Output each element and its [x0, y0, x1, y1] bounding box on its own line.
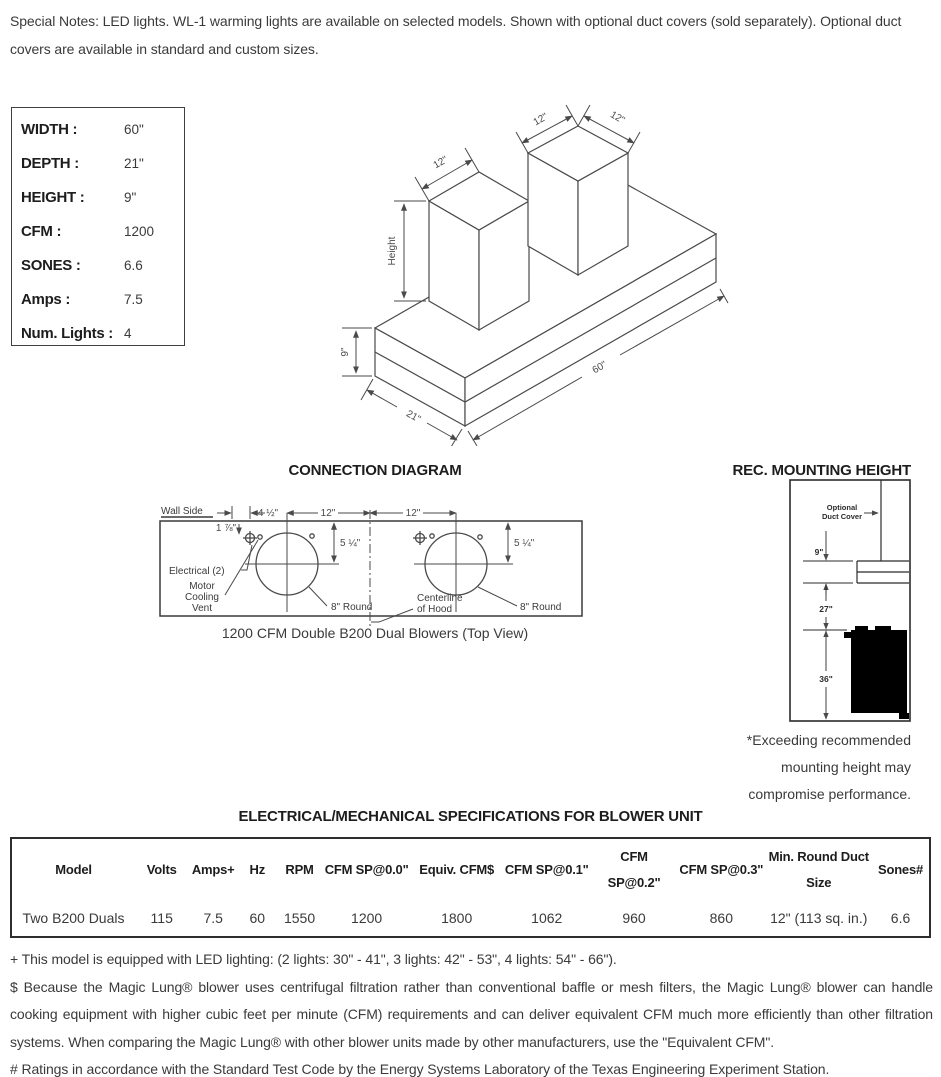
svg-text:Cooling: Cooling — [185, 592, 219, 603]
spec-row-height — [21, 180, 184, 214]
mounting-dim-27: 27" — [819, 604, 833, 614]
spec-label: Num. Lights : — [21, 324, 113, 342]
spec-label: SONES : — [21, 256, 81, 274]
svg-text:of Hood: of Hood — [417, 604, 453, 615]
spec-row-cfm — [21, 214, 184, 248]
cell-hz: 60 — [249, 910, 266, 926]
dim-4-12: 4 ½" — [257, 508, 279, 519]
iso-dim-9: 9" — [340, 347, 351, 357]
col-cfm-01: CFM SP@0.1" — [504, 861, 589, 877]
dim-12-left: 12" — [320, 508, 336, 519]
connection-diagram — [155, 494, 595, 632]
col-sones: Sones# — [877, 861, 924, 877]
spec-summary-box — [11, 107, 185, 346]
col-cfm-03: CFM SP@0.3" — [679, 861, 764, 877]
round-duct-label-left: 8" Round — [331, 602, 373, 613]
cell-cfm-02: 960 — [622, 910, 646, 926]
wall-side-label: Wall Side — [161, 506, 203, 517]
footnote-plus: + This model is equipped with LED lighting: (2 lights: 30" - 41", 3 lights: 42" - 53", 4 lights: 54" - 66"). — [10, 951, 617, 967]
cell-volts: 115 — [150, 910, 173, 926]
mounting-dim-36: 36" — [819, 674, 833, 684]
spec-value: 6.6 — [124, 257, 143, 273]
col-duct-size: Min. Round Duct Size — [768, 848, 869, 890]
dim-5-14-left: 5 ¼" — [340, 538, 361, 549]
warning-line-3: compromise performance. — [748, 786, 911, 802]
spec-value: 9" — [124, 189, 137, 205]
mounting-dim-9: 9" — [814, 547, 824, 557]
connection-diagram-title: CONNECTION DIAGRAM — [288, 462, 462, 479]
blower-table-wrap — [10, 837, 931, 938]
dim-1-78: 1 ⅞" — [215, 523, 237, 534]
iso-dim-height: Height — [387, 236, 398, 266]
cell-cfm-03: 860 — [709, 910, 733, 926]
spec-row-lights — [21, 316, 184, 350]
cell-duct-size: 12" (113 sq. in.) — [770, 910, 868, 926]
dim-5-14-right: 5 ¼" — [514, 538, 535, 549]
warning-line-2: mounting height may — [781, 759, 911, 775]
spec-value: 1200 — [124, 223, 155, 239]
isometric-hood-drawing — [330, 90, 750, 446]
iso-dim-21: 21" — [404, 408, 423, 426]
electrical-label: Electrical (2) — [169, 566, 225, 577]
spec-row-depth — [21, 146, 184, 180]
range-silhouette — [844, 626, 909, 719]
mounting-height-diagram — [789, 479, 911, 722]
optional-duct-cover-label: Optional — [826, 503, 858, 512]
spec-label: HEIGHT : — [21, 188, 85, 206]
spec-value: 21" — [124, 155, 144, 171]
spec-label: WIDTH : — [21, 120, 78, 138]
table-header-row — [11, 838, 930, 900]
dim-12-right: 12" — [405, 508, 421, 519]
cell-rpm: 1550 — [283, 910, 316, 926]
col-hz: Hz — [249, 861, 266, 877]
mounting-height-title: REC. MOUNTING HEIGHT — [732, 462, 911, 479]
spec-label: Amps : — [21, 290, 71, 308]
spec-row-sones — [21, 248, 184, 282]
table-data-row — [11, 900, 930, 937]
cell-sones: 6.6 — [890, 910, 911, 926]
cell-model: Two B200 Duals — [22, 910, 125, 926]
cell-equiv-cfm: 1800 — [441, 910, 473, 926]
round-duct-label-right: 8" Round — [520, 602, 562, 613]
col-volts: Volts — [146, 861, 177, 877]
col-equiv-cfm: Equiv. CFM$ — [419, 861, 495, 877]
spec-label: CFM : — [21, 222, 62, 240]
iso-dim-12-right-2: 12" — [608, 109, 627, 127]
col-cfm-02: CFM SP@0.2" — [607, 848, 661, 890]
col-rpm: RPM — [285, 861, 314, 877]
blower-table-title: ELECTRICAL/MECHANICAL SPECIFICATIONS FOR BLOWER UNIT — [238, 808, 703, 825]
special-notes-text: Special Notes: LED lights. WL-1 warming lights are available on selected models. Shown with optional duct covers (sold separately). Optional duct covers are available in standard and custom sizes. — [10, 13, 902, 57]
warning-line-1: *Exceeding recommended — [746, 732, 911, 748]
iso-dim-60: 60" — [590, 359, 609, 377]
col-model: Model — [55, 861, 92, 877]
col-amps: Amps+ — [191, 861, 235, 877]
centerline-label: Centerline — [417, 593, 463, 604]
spec-label: DEPTH : — [21, 154, 79, 172]
iso-dim-12-left: 12" — [431, 154, 450, 172]
footnote-hash: # Ratings in accordance with the Standard Test Code by the Energy Systems Laboratory of the Texas Engineering Experiment Station. — [10, 1061, 830, 1077]
svg-text:Vent: Vent — [191, 603, 213, 614]
spec-row-amps — [21, 282, 184, 316]
blower-spec-table — [10, 837, 931, 938]
cell-cfm-00: 1200 — [351, 910, 383, 926]
motor-cooling-vent-label: Motor — [189, 581, 215, 592]
spec-value: 60" — [124, 121, 144, 137]
svg-text:Duct Cover: Duct Cover — [821, 512, 863, 521]
mounting-warning-text — [650, 727, 911, 808]
iso-dim-12-right-1: 12" — [531, 111, 550, 129]
col-cfm-00: CFM SP@0.0" — [324, 861, 409, 877]
hood-body-outline — [375, 126, 716, 426]
spec-row-width — [21, 112, 184, 146]
connection-diagram-caption: 1200 CFM Double B200 Dual Blowers (Top View) — [221, 625, 529, 641]
cell-cfm-01: 1062 — [531, 910, 563, 926]
spec-value: 4 — [124, 325, 132, 341]
spec-value: 7.5 — [124, 291, 143, 307]
cell-amps: 7.5 — [203, 910, 223, 926]
footnotes-section — [10, 946, 933, 1077]
footnote-dollar: $ Because the Magic Lung® blower uses centrifugal filtration rather than conventional baffle or mesh filters, the Magic Lung® blower can handle cooking equipment with higher cubic feet per minute (CFM) requirements and can deliver equivalent CFM much more efficiently than other filtration systems. When comparing the Magic Lung® with other blower units made by other manufacturers, use the "Equivalent CFM". — [10, 978, 933, 1050]
